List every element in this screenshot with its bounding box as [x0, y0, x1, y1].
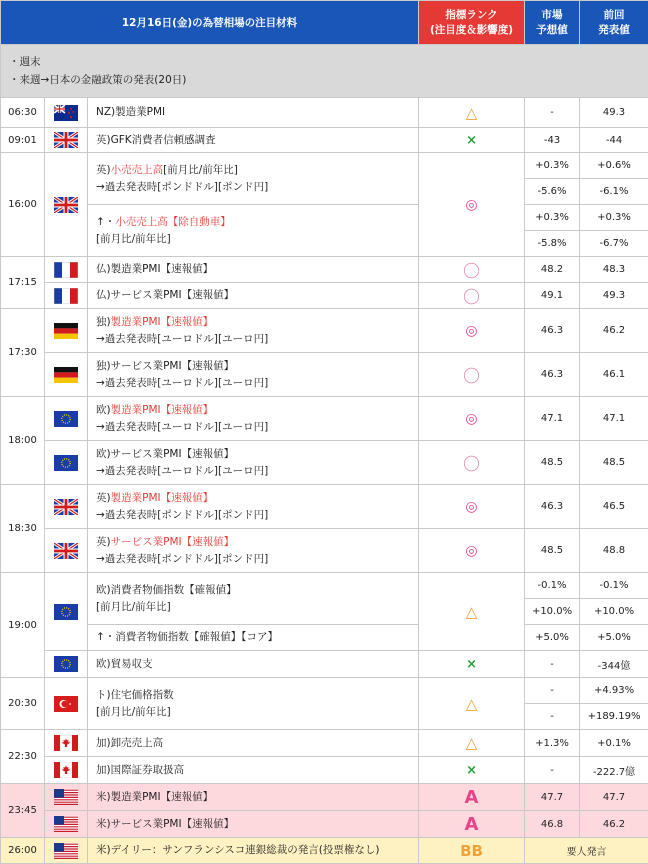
eu-flag-icon: [45, 441, 88, 485]
forecast-value: -43: [525, 128, 580, 153]
us-flag-icon: [45, 811, 88, 838]
forecast-value: 48.5: [525, 529, 580, 573]
indicator-name: 加)国際証券取扱高: [88, 757, 419, 784]
previous-value: +189.19%: [580, 704, 648, 730]
previous-value: -6.1%: [580, 179, 648, 205]
forecast-value: 46.8: [525, 811, 580, 838]
forecast-value: -: [525, 98, 580, 128]
turkey-flag-icon: [45, 678, 88, 730]
table-row: [1, 98, 648, 128]
forecast-value: 46.3: [525, 353, 580, 397]
indicator-name: 英)GFK消費者信頼感調査: [88, 128, 419, 153]
forecast-value: 47.7: [525, 784, 580, 811]
previous-value: 48.5: [580, 441, 648, 485]
table-title: 12月16日(金)の為替相場の注目材料: [1, 1, 419, 45]
previous-value: 47.1: [580, 397, 648, 441]
indicator-name: 英)製造業PMI【速報値】 →過去発表時[ポンドドル][ポンド円]: [88, 485, 419, 529]
previous-column-header: 前回 発表値: [580, 1, 648, 45]
france-flag-icon: [45, 283, 88, 309]
table-row: [1, 441, 648, 485]
time-cell: 26:00: [1, 838, 45, 864]
forecast-value: 49.1: [525, 283, 580, 309]
table-row: [1, 153, 648, 179]
previous-value: -6.7%: [580, 231, 648, 257]
indicator-name: 仏)サービス業PMI【速報値】: [88, 283, 419, 309]
canada-flag-icon: [45, 757, 88, 784]
germany-flag-icon: [45, 353, 88, 397]
table-row: [1, 573, 648, 599]
indicator-name: ↑・小売売上高【除自動車】 [前月比/前年比]: [88, 205, 419, 257]
forecast-value: +10.0%: [525, 599, 580, 625]
previous-value: 48.8: [580, 529, 648, 573]
time-cell: 23:45: [1, 784, 45, 838]
table-row: [1, 353, 648, 397]
time-cell: 18:00: [1, 397, 45, 485]
table-row: [1, 730, 648, 757]
forecast-value: +5.0%: [525, 625, 580, 651]
time-cell: 19:00: [1, 573, 45, 678]
indicator-name: 仏)製造業PMI【速報値】: [88, 257, 419, 283]
eu-flag-icon: [45, 397, 88, 441]
previous-value: 46.5: [580, 485, 648, 529]
previous-value: 46.2: [580, 309, 648, 353]
rank-bb-label: BB: [419, 838, 525, 864]
table-row: [1, 678, 648, 704]
time-cell: 18:30: [1, 485, 45, 573]
france-flag-icon: [45, 257, 88, 283]
previous-value: 46.1: [580, 353, 648, 397]
previous-value: -222.7億: [580, 757, 648, 784]
eu-flag-icon: [45, 651, 88, 678]
table-row: [1, 784, 648, 811]
table-row: [1, 128, 648, 153]
previous-value: 48.3: [580, 257, 648, 283]
table-row: [1, 651, 648, 678]
indicator-name: NZ)製造業PMI: [88, 98, 419, 128]
time-cell: 22:30: [1, 730, 45, 784]
indicator-name: 独)サービス業PMI【速報値】 →過去発表時[ユーロドル][ユーロ円]: [88, 353, 419, 397]
uk-flag-icon: [45, 529, 88, 573]
indicator-name: 欧)製造業PMI【速報値】 →過去発表時[ユーロドル][ユーロ円]: [88, 397, 419, 441]
table-row: [1, 257, 648, 283]
forecast-value: 46.3: [525, 309, 580, 353]
table-row: [1, 397, 648, 441]
previous-value: -44: [580, 128, 648, 153]
forecast-value: +0.3%: [525, 205, 580, 231]
indicator-name: 英)サービス業PMI【速報値】 →過去発表時[ポンドドル][ポンド円]: [88, 529, 419, 573]
forecast-value: -5.8%: [525, 231, 580, 257]
previous-value: 49.3: [580, 283, 648, 309]
notes-row: [1, 45, 648, 98]
forecast-value: -0.1%: [525, 573, 580, 599]
rank-double-circle-icon: ◎: [419, 485, 525, 529]
table-row: [1, 625, 648, 651]
indicator-name: 米)デイリー：サンフランシスコ連銀総裁の発言(投票権なし): [88, 838, 419, 864]
rank-cross-icon: ×: [419, 128, 525, 153]
previous-value: -0.1%: [580, 573, 648, 599]
rank-double-circle-icon: ◎: [419, 309, 525, 353]
time-cell: 16:00: [1, 153, 45, 257]
rank-circle-icon: 〇: [419, 283, 525, 309]
rank-cross-icon: ×: [419, 651, 525, 678]
table-row: [1, 283, 648, 309]
table-row: [1, 757, 648, 784]
rank-triangle-icon: △: [419, 678, 525, 730]
table-row: [1, 838, 648, 864]
eu-flag-icon: [45, 573, 88, 651]
forecast-value: 46.3: [525, 485, 580, 529]
time-cell: 17:15: [1, 257, 45, 309]
indicator-name: 加)卸売売上高: [88, 730, 419, 757]
uk-flag-icon: [45, 153, 88, 257]
note-line: ・来週→日本の金融政策の発表(20日): [9, 71, 640, 89]
table-header-row: [1, 1, 648, 45]
rank-double-circle-icon: ◎: [419, 153, 525, 257]
indicator-name: 英)小売売上高[前月比/前年比] →過去発表時[ポンドドル][ポンド円]: [88, 153, 419, 205]
indicator-name: ↑・消費者物価指数【確報値】【コア】: [88, 625, 419, 651]
indicator-name: 米)製造業PMI【速報値】: [88, 784, 419, 811]
time-cell: 17:30: [1, 309, 45, 397]
forecast-value: -: [525, 678, 580, 704]
uk-flag-icon: [45, 485, 88, 529]
us-flag-icon: [45, 838, 88, 864]
forecast-value: -: [525, 757, 580, 784]
previous-value: +5.0%: [580, 625, 648, 651]
forecast-value: 48.5: [525, 441, 580, 485]
forecast-value: -5.6%: [525, 179, 580, 205]
time-cell: 20:30: [1, 678, 45, 730]
indicator-name: 欧)サービス業PMI【速報値】 →過去発表時[ユーロドル][ユーロ円]: [88, 441, 419, 485]
germany-flag-icon: [45, 309, 88, 353]
indicator-name: ト)住宅価格指数 [前月比/前年比]: [88, 678, 419, 730]
canada-flag-icon: [45, 730, 88, 757]
rank-a-label: A: [419, 811, 525, 838]
table-row: [1, 811, 648, 838]
rank-cross-icon: ×: [419, 757, 525, 784]
rank-circle-icon: 〇: [419, 441, 525, 485]
indicator-name: 独)製造業PMI【速報値】 →過去発表時[ユーロドル][ユーロ円]: [88, 309, 419, 353]
forecast-value: +0.3%: [525, 153, 580, 179]
forecast-value: 47.1: [525, 397, 580, 441]
forecast-value: -: [525, 651, 580, 678]
rank-triangle-icon: △: [419, 573, 525, 651]
forecast-value: 48.2: [525, 257, 580, 283]
rank-column-header: 指標ランク (注目度＆影響度): [419, 1, 525, 45]
weekly-notes: [1, 45, 648, 98]
nz-flag-icon: [45, 98, 88, 128]
indicator-name: 欧)貿易収支: [88, 651, 419, 678]
table-row: [1, 205, 648, 231]
previous-value: +0.1%: [580, 730, 648, 757]
previous-value: 46.2: [580, 811, 648, 838]
previous-value: -344億: [580, 651, 648, 678]
table-row: [1, 485, 648, 529]
previous-value: +0.3%: [580, 205, 648, 231]
table-row: [1, 529, 648, 573]
rank-triangle-icon: △: [419, 98, 525, 128]
rank-triangle-icon: △: [419, 730, 525, 757]
us-flag-icon: [45, 784, 88, 811]
time-cell: 06:30: [1, 98, 45, 128]
note-line: ・週末: [9, 53, 640, 71]
previous-value: +0.6%: [580, 153, 648, 179]
previous-value: +4.93%: [580, 678, 648, 704]
forecast-value: -: [525, 704, 580, 730]
rank-double-circle-icon: ◎: [419, 529, 525, 573]
rank-circle-icon: 〇: [419, 353, 525, 397]
previous-value: +10.0%: [580, 599, 648, 625]
indicator-name: 米)サービス業PMI【速報値】: [88, 811, 419, 838]
rank-double-circle-icon: ◎: [419, 397, 525, 441]
speech-note: 要人発言: [525, 838, 648, 864]
previous-value: 47.7: [580, 784, 648, 811]
forecast-value: +1.3%: [525, 730, 580, 757]
forecast-column-header: 市場 予想値: [525, 1, 580, 45]
rank-a-label: A: [419, 784, 525, 811]
time-cell: 09:01: [1, 128, 45, 153]
previous-value: 49.3: [580, 98, 648, 128]
indicator-name: 欧)消費者物価指数【確報値】 [前月比/前年比]: [88, 573, 419, 625]
table-row: [1, 309, 648, 353]
rank-circle-icon: 〇: [419, 257, 525, 283]
uk-flag-icon: [45, 128, 88, 153]
